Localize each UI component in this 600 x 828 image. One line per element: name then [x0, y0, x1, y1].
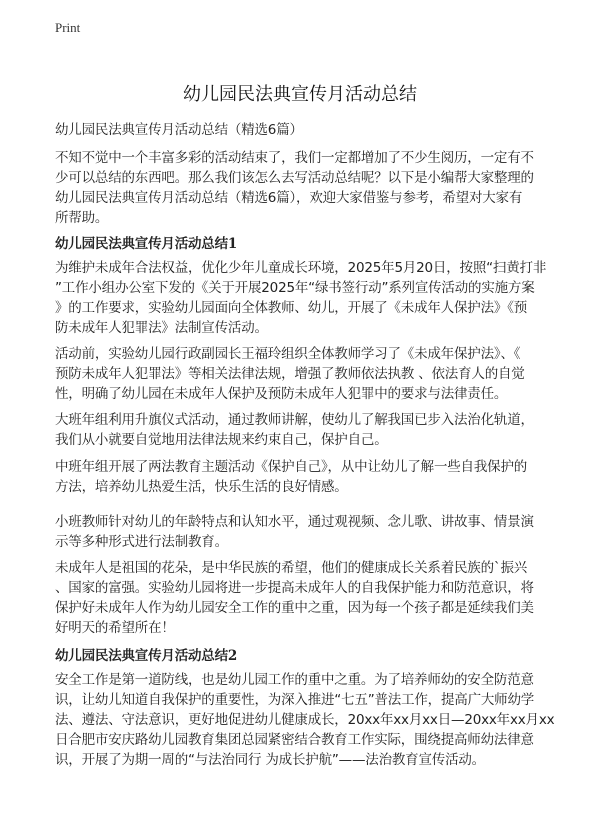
section1-paragraph-1 — [55, 258, 565, 338]
text-line: 示等多种形式进行法制教育。 — [55, 534, 228, 550]
heading-text: 幼儿园民法典宣传月活动总结1 — [55, 236, 238, 252]
page-title: 幼儿园民法典宣传月活动总结 — [183, 84, 417, 105]
text-line: 》的工作要求，实验幼儿园面向全体教师、幼儿，开展了《未成年人保护法》《预 — [55, 300, 528, 316]
section-heading-2 — [55, 646, 565, 666]
section2-paragraph-1 — [55, 670, 565, 770]
section1-paragraph-4 — [55, 457, 565, 497]
print-link[interactable]: Print — [55, 20, 81, 35]
text-line: 、国家的富强。实验幼儿园将进一步提高未成年人的自我保护能力和防范意识，将 — [55, 580, 534, 596]
heading-text: 幼儿园民法典宣传月活动总结2 — [55, 648, 238, 664]
section-heading-1 — [55, 234, 565, 254]
text-line: 识，开展了为期一周的“与法治同行 为成长护航”——法治教育宣传活动。 — [55, 752, 485, 768]
section1-paragraph-5 — [55, 512, 565, 552]
text-line: 活动前，实验幼儿园行政副园长王福玲组织全体教师学习了《未成年保护法》、《 — [55, 346, 521, 362]
intro-paragraph — [55, 148, 565, 228]
text-line: 所帮助。 — [55, 210, 109, 226]
subtitle — [55, 120, 565, 140]
text-line: 小班教师针对幼儿的年龄特点和认知水平，通过观视频、念儿歌、讲故事、情景演 — [55, 514, 534, 530]
section1-paragraph-2 — [55, 344, 565, 404]
subtitle-text: 幼儿园民法典宣传月活动总结（精选6篇） — [55, 122, 303, 138]
text-line: 识，让幼儿知道自我保护的重要性，为深入推进“七五”普法工作，提高广大师幼学 — [55, 692, 535, 708]
text-line: 未成年人是祖国的花朵，是中华民族的希望，他们的健康成长关系着民族的`振兴 — [55, 560, 528, 576]
text-line: 我们从小就要自觉地用法律法规来约束自己，保护自己。 — [55, 432, 388, 448]
text-line: 为维护未成年合法权益，优化少年儿童成长环境，2025年5月20日，按照“扫黄打非 — [55, 260, 547, 276]
text-line: 少可以总结的东西吧。那么我们该怎么去写活动总结呢？以下是小编帮大家整理的 — [55, 170, 534, 186]
text-line: 好明天的希望所在！ — [55, 620, 175, 636]
text-line: 保护好未成年人作为幼儿园安全工作的重中之重，因为每一个孩子都是延续我们美 — [55, 600, 534, 616]
section1-paragraph-3 — [55, 410, 565, 450]
text-line: 预防未成年人犯罪法》等相关法律法规，增强了教师依法执教 、依法育人的自觉 — [55, 366, 525, 382]
text-line: 不知不觉中一个丰富多彩的活动结束了，我们一定都增加了不少生阅历，一定有不 — [55, 150, 534, 166]
text-line: 日合肥市安庆路幼儿园教育集团总园紧密结合教育工作实际，围绕提高师幼法律意 — [55, 732, 534, 748]
text-line: 防未成年人犯罪法》法制宣传活动。 — [55, 320, 268, 336]
text-line: 法、遵法、守法意识，更好地促进幼儿健康成长，20xx年xx月xx日—20xx年xx月xx — [55, 712, 555, 728]
text-line: 方法，培养幼儿热爱生活，快乐生活的良好情感。 — [55, 479, 348, 495]
text-line: 大班年组利用升旗仪式活动，通过教师讲解，使幼儿了解我国已步入法治化轨道， — [55, 412, 534, 428]
text-line: 性，明确了幼儿园在未成年人保护及预防未成年人犯罪中的要求与法律责任。 — [55, 386, 508, 402]
text-line: 幼儿园民法典宣传月活动总结（精选6篇），欢迎大家借鉴与参考，希望对大家有 — [55, 190, 523, 206]
text-line: 中班年组开展了两法教育主题活动《保护自己》，从中让幼儿了解一些自我保护的 — [55, 459, 528, 475]
text-line: ”工作小组办公室下发的《关于开展2025年“绿书签行动”系列宣传活动的实施方案 — [55, 280, 535, 296]
section1-paragraph-6 — [55, 558, 565, 638]
text-line: 安全工作是第一道防线，也是幼儿园工作的重中之重。为了培养师幼的安全防范意 — [55, 672, 534, 688]
